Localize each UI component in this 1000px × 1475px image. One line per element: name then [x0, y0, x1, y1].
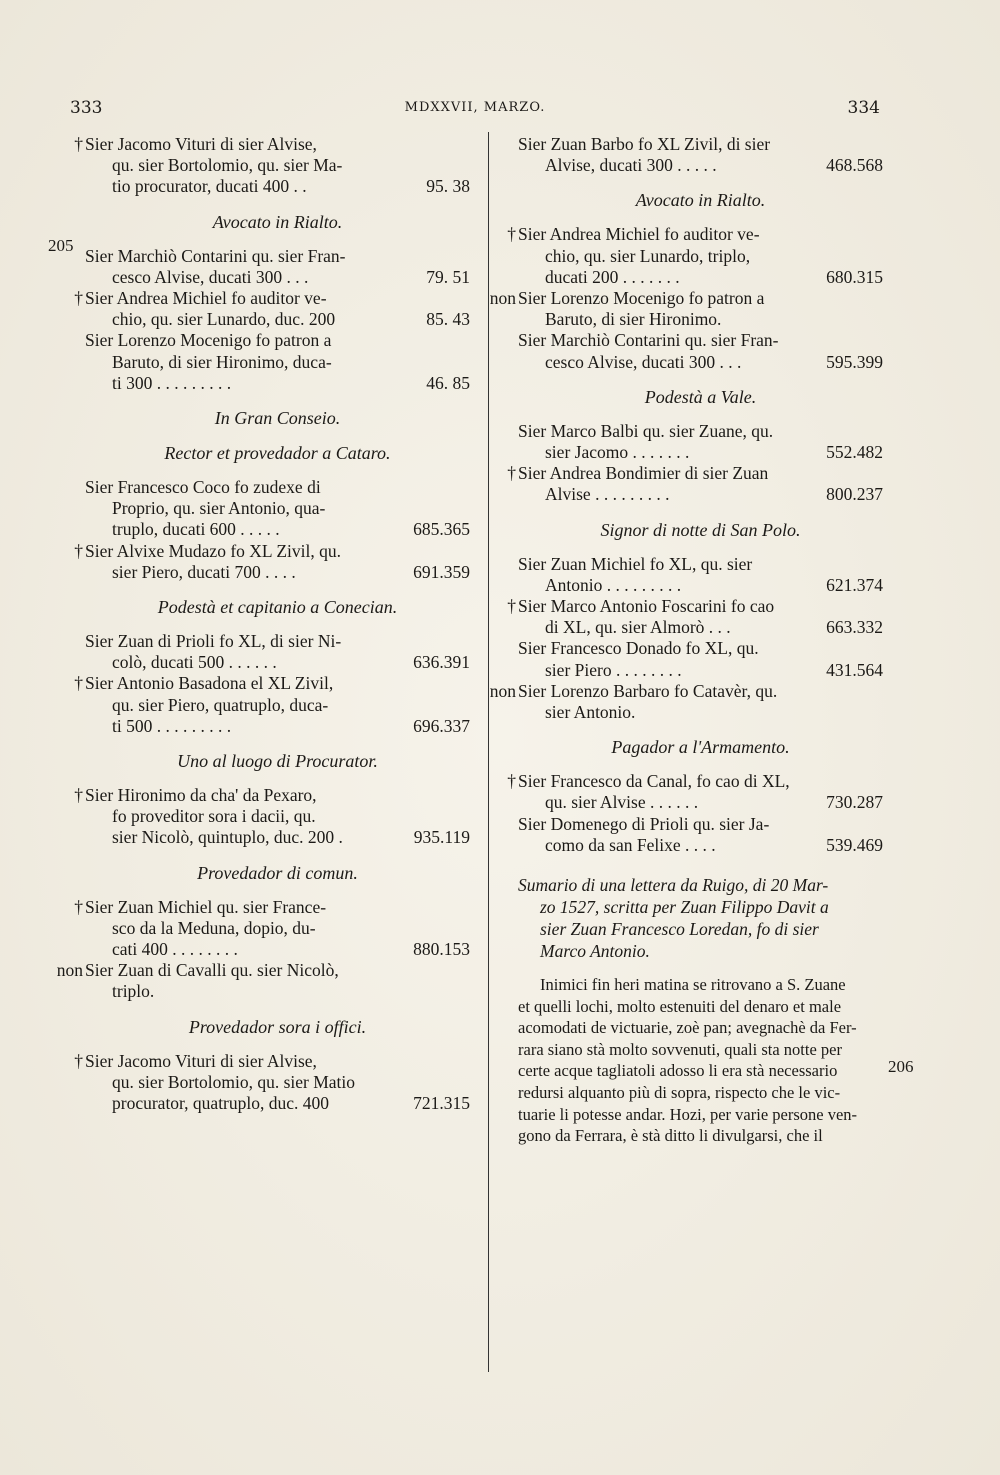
vote-count: 696.337 — [413, 715, 470, 736]
section-heading: Avocato in Rialto. — [212, 211, 343, 232]
vote-count: 85. 43 — [426, 309, 470, 330]
election-entry — [74, 288, 470, 330]
election-entry — [74, 673, 470, 737]
vote-count: 691.359 — [413, 561, 470, 582]
entry-text: triplo. — [112, 981, 155, 1002]
entry-text: cesco Alvise, ducati 300 . . . — [112, 266, 309, 287]
entry-text: Alvise, ducati 300 . . . . . — [545, 155, 717, 176]
elected-dagger-icon: † — [74, 134, 83, 154]
vote-count: 685.365 — [413, 519, 470, 540]
elected-dagger-icon: † — [74, 785, 83, 806]
letter-summary-heading — [518, 874, 883, 962]
entry-text: qu. sier Alvise . . . . . . — [545, 792, 699, 813]
election-entry — [518, 134, 883, 176]
section-heading: Signor di notte di San Polo. — [600, 519, 801, 540]
non-marker: non — [489, 288, 516, 309]
right-page-number: 334 — [847, 98, 880, 118]
election-entry — [74, 540, 470, 583]
entry-text: Antonio . . . . . . . . . — [545, 574, 682, 595]
entry-text: colò, ducati 500 . . . . . . — [112, 652, 277, 673]
vote-count: 730.287 — [826, 792, 883, 813]
column-divider — [488, 132, 489, 1372]
entry-text: Proprio, qu. sier Antonio, qua- — [112, 498, 326, 519]
elected-dagger-icon: † — [507, 596, 516, 617]
left-margin-number: 205 — [48, 236, 74, 255]
summary-line: Marco Antonio. — [540, 941, 650, 962]
election-entry — [489, 288, 883, 330]
entry-text: truplo, ducati 600 . . . . . — [112, 519, 280, 540]
entry-text: sco da la Meduna, dopio, du- — [112, 917, 316, 938]
election-entry — [85, 246, 470, 288]
entry-text: sier Jacomo . . . . . . . — [545, 442, 690, 463]
election-entry — [74, 134, 470, 198]
election-entry — [74, 896, 470, 961]
section-heading: Avocato in Rialto. — [635, 190, 766, 211]
entry-text: Sier Marco Antonio Foscarini fo cao — [518, 596, 775, 617]
page-header — [70, 98, 880, 122]
entry-text: chio, qu. sier Lunardo, duc. 200 — [112, 309, 336, 330]
elected-dagger-icon: † — [74, 540, 83, 561]
entry-text: Baruto, di sier Hironimo. — [545, 309, 722, 330]
summary-line: Sumario di una lettera da Ruigo, di 20 Mar- — [518, 875, 829, 896]
vote-count: 800.237 — [826, 484, 883, 505]
election-entry — [507, 463, 883, 505]
elected-dagger-icon: † — [507, 771, 516, 792]
entry-text: sier Piero, ducati 700 . . . . — [112, 561, 296, 582]
vote-count: 539.469 — [826, 834, 883, 855]
prose-line: et quelli lochi, molto estenuiti del denaro et male — [518, 996, 842, 1016]
section-heading: Provedador sora i offici. — [188, 1016, 367, 1037]
running-title: MDXXVII, MARZO. — [404, 100, 546, 115]
entry-text: Sier Marchiò Contarini qu. sier Fran- — [85, 245, 346, 266]
entry-text: Baruto, di sier Hironimo, duca- — [112, 351, 332, 372]
right-margin-number: 206 — [888, 1057, 914, 1076]
entry-text: Sier Domenego di Prioli qu. sier Ja- — [518, 813, 770, 834]
entry-text: qu. sier Piero, quatruplo, duca- — [112, 694, 329, 715]
summary-line: zo 1527, scritta per Zuan Filippo Davit a — [540, 897, 829, 918]
vote-count: 79. 51 — [426, 266, 470, 287]
section-heading: Provedador di comun. — [197, 862, 358, 883]
election-entry — [85, 477, 470, 541]
election-entry — [74, 1050, 470, 1115]
prose-line: rara siano stà molto sovvenuti, quali sta notte per — [518, 1039, 842, 1059]
entry-text: Sier Andrea Bondimier di sier Zuan — [518, 463, 769, 484]
entry-text: Sier Alvixe Mudazo fo XL Zivil, qu. — [85, 540, 341, 561]
non-marker: non — [489, 680, 516, 701]
elected-dagger-icon: † — [74, 896, 83, 917]
election-entry — [507, 224, 883, 288]
vote-count: 552.482 — [826, 442, 883, 463]
section-heading: Pagador a l'Armamento. — [611, 737, 790, 758]
prose-line: tuarie li potesse andar. Hozi, per varie persone ven- — [518, 1104, 858, 1124]
entry-text: Sier Francesco da Canal, fo cao di XL, — [518, 771, 790, 792]
entry-text: Alvise . . . . . . . . . — [545, 484, 670, 505]
entry-text: Sier Antonio Basadona el XL Zivil, — [85, 673, 334, 694]
vote-count: 721.315 — [413, 1093, 470, 1114]
election-entry — [518, 421, 883, 463]
right-entries — [489, 134, 883, 856]
vote-count: 95. 38 — [426, 176, 470, 197]
election-entry — [74, 785, 470, 849]
entry-text: Sier Jacomo Vituri di sier Alvise, — [85, 134, 317, 154]
prose-line: gono da Ferrara, è stà ditto li divulgarsi, che il — [518, 1126, 823, 1146]
vote-count: 935.119 — [413, 827, 470, 848]
entry-text: tio procurator, ducati 400 . . — [112, 176, 307, 197]
entry-text: di XL, qu. sier Almorò . . . — [545, 617, 731, 638]
entry-text: Sier Marco Balbi qu. sier Zuane, qu. — [518, 420, 774, 441]
letter-text — [518, 974, 883, 1147]
prose-line: Inimici fin heri matina se ritrovano a S. Zuane — [540, 975, 846, 995]
entry-text: sier Antonio. — [545, 702, 636, 723]
entry-text: procurator, quatruplo, duc. 400 — [112, 1093, 330, 1114]
prose-line: certe acque tagliatoli adosso li era stà necessario — [518, 1061, 838, 1081]
election-entry — [518, 330, 883, 372]
entry-text: qu. sier Bortolomio, qu. sier Matio — [112, 1071, 356, 1092]
election-entry — [518, 638, 883, 680]
elected-dagger-icon: † — [74, 673, 83, 694]
entry-text: Sier Hironimo da cha' da Pexaro, — [85, 785, 317, 806]
prose-line: acomodati de victuarie, zoè pan; avegnachè da Fer- — [518, 1018, 857, 1038]
left-page-number: 333 — [70, 98, 103, 118]
entry-text: sier Piero . . . . . . . . — [545, 659, 682, 680]
section-heading: Podestà a Vale. — [644, 386, 757, 407]
entry-text: cati 400 . . . . . . . . — [112, 939, 238, 960]
entry-text: Sier Zuan Barbo fo XL Zivil, di sier — [518, 134, 771, 154]
entry-text: ti 500 . . . . . . . . . — [112, 715, 232, 736]
vote-count: 880.153 — [413, 939, 470, 960]
elected-dagger-icon: † — [74, 1050, 83, 1071]
election-entry — [507, 596, 883, 638]
entry-text: cesco Alvise, ducati 300 . . . — [545, 351, 742, 372]
prose-line: redursi alquanto più di sopra, rispecto che le vic- — [518, 1083, 841, 1103]
entry-text: Sier Andrea Michiel fo auditor ve- — [518, 224, 760, 245]
elected-dagger-icon: † — [507, 224, 516, 245]
entry-text: Sier Zuan di Prioli fo XL, di sier Ni- — [85, 631, 342, 652]
elected-dagger-icon: † — [507, 463, 516, 484]
entry-text: Sier Marchiò Contarini qu. sier Fran- — [518, 330, 779, 351]
vote-count: 431.564 — [826, 659, 883, 680]
election-entry — [56, 960, 470, 1002]
entry-text: sier Nicolò, quintuplo, duc. 200 . — [112, 827, 343, 848]
summary-line: sier Zuan Francesco Loredan, fo di sier — [540, 919, 819, 940]
entry-text: Sier Jacomo Vituri di sier Alvise, — [85, 1050, 317, 1071]
right-column — [489, 134, 883, 1147]
section-heading: Uno al luogo di Procurator. — [177, 751, 378, 772]
entry-text: chio, qu. sier Lunardo, triplo, — [545, 245, 751, 266]
section-heading: In Gran Conseio. — [214, 408, 341, 429]
entry-text: Sier Lorenzo Barbaro fo Catavèr, qu. — [518, 680, 778, 701]
election-entry — [518, 554, 883, 596]
vote-count: 468.568 — [826, 155, 883, 176]
entry-text: Sier Zuan Michiel qu. sier France- — [85, 896, 327, 917]
elected-dagger-icon: † — [74, 288, 83, 309]
entry-text: qu. sier Bortolomio, qu. sier Ma- — [112, 155, 343, 176]
election-entry — [85, 330, 470, 394]
entry-text: ducati 200 . . . . . . . — [545, 266, 680, 287]
vote-count: 680.315 — [826, 266, 883, 287]
election-entry — [518, 814, 883, 856]
entry-text: Sier Zuan di Cavalli qu. sier Nicolò, — [85, 960, 339, 981]
entry-text: Sier Francesco Donado fo XL, qu. — [518, 638, 759, 659]
entry-text: Sier Francesco Coco fo zudexe di — [85, 477, 321, 498]
entry-text: ti 300 . . . . . . . . . — [112, 372, 232, 393]
entry-text: Sier Andrea Michiel fo auditor ve- — [85, 288, 327, 309]
vote-count: 636.391 — [413, 652, 470, 673]
entry-text: Sier Zuan Michiel fo XL, qu. sier — [518, 553, 753, 574]
entry-text: Sier Lorenzo Mocenigo fo patron a — [85, 330, 332, 351]
vote-count: 595.399 — [826, 351, 883, 372]
section-heading: Rector et provedador a Cataro. — [164, 443, 391, 464]
non-marker: non — [56, 960, 83, 981]
section-heading: Podestà et capitanio a Conecian. — [157, 597, 398, 618]
vote-count: 621.374 — [826, 574, 883, 595]
entry-text: como da san Felixe . . . . — [545, 834, 716, 855]
vote-count: 663.332 — [826, 617, 883, 638]
election-entry — [489, 680, 883, 723]
vote-count: 46. 85 — [426, 372, 470, 393]
entry-text: fo proveditor sora i dacii, qu. — [112, 806, 316, 827]
election-entry — [85, 631, 470, 673]
entry-text: Sier Lorenzo Mocenigo fo patron a — [518, 288, 765, 309]
election-entry — [507, 771, 883, 813]
